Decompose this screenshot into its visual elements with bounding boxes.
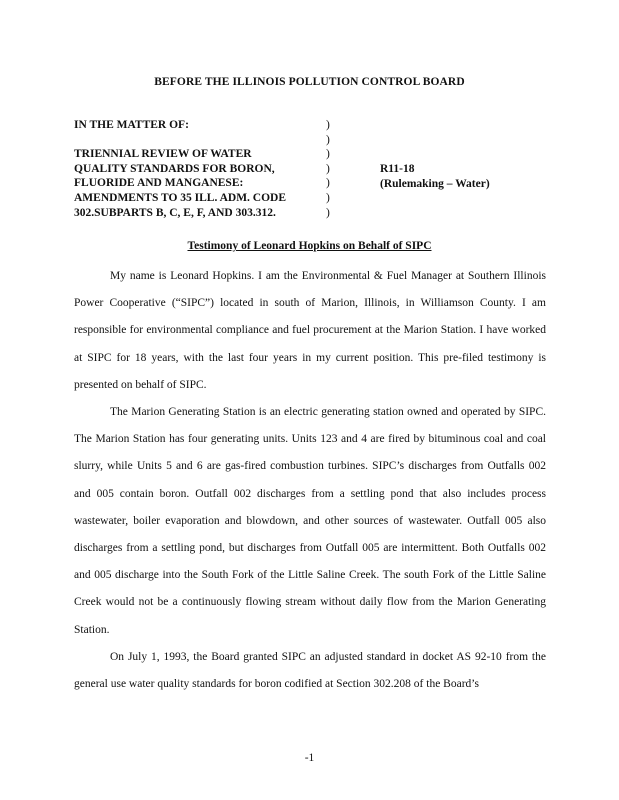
caption-line: AMENDMENTS TO 35 ILL. ADM. CODE xyxy=(74,191,287,204)
caption-paren: ) xyxy=(326,191,330,204)
caption-paren: ) xyxy=(326,206,330,219)
case-caption xyxy=(74,118,324,220)
docket-type: (Rulemaking – Water) xyxy=(380,177,490,190)
docket-number: R11-18 xyxy=(380,163,415,175)
caption-paren: ) xyxy=(326,177,330,190)
testimony-body xyxy=(74,263,546,698)
caption-paren: ) xyxy=(326,162,330,175)
caption-line: TRIENNIAL REVIEW OF WATER xyxy=(74,148,252,161)
caption-parentheses xyxy=(326,118,330,220)
caption-paren: ) xyxy=(326,119,330,131)
paragraph: The Marion Generating Station is an electric generating station owned and operated by SIPC. The Marion Station has four generating units. Units 123 and 4 are fired by bituminous coal and coal slurry, while Units 5 and 6 are gas-fired combustion turbines. SIPC’s discharges from Outfalls 002 and 005 contain boron. Outfall 002 discharges from a settling pond that also includes process wastewater, boiler evaporation and blowdown, and other sources of wastewater. Outfall 005 also discharges from a settling pond, but discharges from Outfall 005 are intermittent. Both Outfalls 002 and 005 discharge into the South Fork of the Little Saline Creek. The south Fork of the Little Saline Creek would not be a continuously flowing stream without daily flow from the Marion Generating Station. xyxy=(74,406,546,636)
caption-line: IN THE MATTER OF: xyxy=(74,119,189,131)
caption-spacer xyxy=(74,133,324,148)
caption-line: QUALITY STANDARDS FOR BORON, xyxy=(74,162,275,175)
paragraph: My name is Leonard Hopkins. I am the Environmental & Fuel Manager at Southern Illinois Power Cooperative (“SIPC”) located in south of Marion, Illinois, in Williamson County. I am responsible for environmental compliance and fuel procurement at the Marion Station. I have worked at SIPC for 18 years, with the last four years in my current position. This pre-filed testimony is presented on behalf of SIPC. xyxy=(74,270,546,391)
paragraph: On July 1, 1993, the Board granted SIPC an adjusted standard in docket AS 92-10 from the general use water quality standards for boron codified at Section 302.208 of the Board’s xyxy=(74,650,546,691)
testimony-heading: Testimony of Leonard Hopkins on Behalf of SIPC xyxy=(187,240,432,252)
docket-info xyxy=(380,162,490,191)
caption-paren: ) xyxy=(326,148,330,161)
caption-paren: ) xyxy=(326,133,330,146)
court-heading: BEFORE THE ILLINOIS POLLUTION CONTROL BOARD xyxy=(154,76,465,88)
page-number: -1 xyxy=(304,752,315,764)
caption-line: 302.SUBPARTS B, C, E, F, AND 303.312. xyxy=(74,206,276,219)
caption-line: FLUORIDE AND MANGANESE: xyxy=(74,177,244,190)
